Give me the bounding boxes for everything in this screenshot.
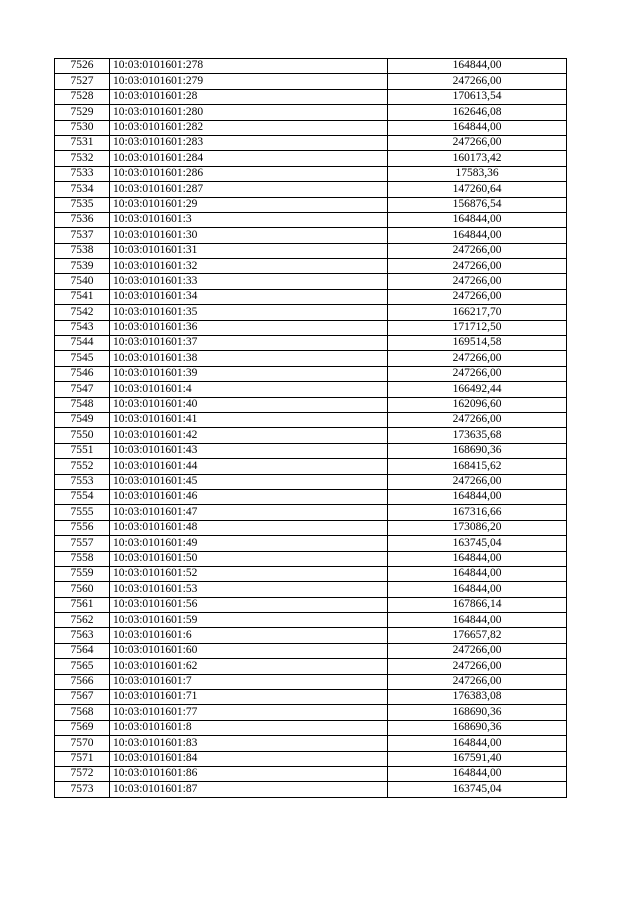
row-number-cell: 7570 [55,736,110,751]
row-number-cell: 7553 [55,474,110,489]
row-number-cell: 7556 [55,520,110,535]
table-row [55,613,567,628]
cadastral-number-cell: 10:03:0101601:41 [110,412,388,427]
cadastral-number-cell: 10:03:0101601:32 [110,259,388,274]
cadastral-value-cell: 163745,04 [388,782,567,797]
row-number-cell: 7540 [55,274,110,289]
row-number-cell: 7562 [55,613,110,628]
row-number-cell: 7560 [55,582,110,597]
row-number-cell: 7543 [55,320,110,335]
cadastral-number-cell: 10:03:0101601:3 [110,212,388,227]
table-row [55,305,567,320]
cadastral-number-cell: 10:03:0101601:36 [110,320,388,335]
table-row [55,228,567,243]
table-row [55,751,567,766]
cadastral-number-cell: 10:03:0101601:40 [110,397,388,412]
cadastral-number-cell: 10:03:0101601:84 [110,751,388,766]
table-row [55,59,567,74]
table-row [55,474,567,489]
cadastral-value-cell: 247266,00 [388,289,567,304]
table-row [55,166,567,181]
cadastral-value-cell: 168690,36 [388,720,567,735]
cadastral-number-cell: 10:03:0101601:47 [110,505,388,520]
row-number-cell: 7567 [55,690,110,705]
row-number-cell: 7561 [55,597,110,612]
row-number-cell: 7555 [55,505,110,520]
table-row [55,674,567,689]
cadastral-value-cell: 164844,00 [388,228,567,243]
cadastral-value-cell: 173086,20 [388,520,567,535]
cadastral-number-cell: 10:03:0101601:86 [110,766,388,781]
cadastral-value-cell: 168690,36 [388,705,567,720]
table-row [55,428,567,443]
cadastral-value-cell: 166217,70 [388,305,567,320]
cadastral-value-cell: 167866,14 [388,597,567,612]
cadastral-value-cell: 164844,00 [388,566,567,581]
row-number-cell: 7566 [55,674,110,689]
table-row [55,705,567,720]
table-row [55,489,567,504]
table-row [55,212,567,227]
table-body [55,59,567,798]
cadastral-number-cell: 10:03:0101601:7 [110,674,388,689]
cadastral-number-cell: 10:03:0101601:87 [110,782,388,797]
cadastral-value-cell: 247266,00 [388,274,567,289]
cadastral-number-cell: 10:03:0101601:60 [110,643,388,658]
row-number-cell: 7563 [55,628,110,643]
cadastral-value-cell: 17583,36 [388,166,567,181]
cadastral-number-cell: 10:03:0101601:83 [110,736,388,751]
cadastral-value-cell: 176383,08 [388,690,567,705]
row-number-cell: 7529 [55,105,110,120]
row-number-cell: 7565 [55,659,110,674]
cadastral-value-cell: 164844,00 [388,766,567,781]
cadastral-number-cell: 10:03:0101601:38 [110,351,388,366]
cadastral-value-cell: 173635,68 [388,428,567,443]
row-number-cell: 7552 [55,459,110,474]
cadastral-number-cell: 10:03:0101601:39 [110,366,388,381]
row-number-cell: 7554 [55,489,110,504]
row-number-cell: 7536 [55,212,110,227]
table-row [55,382,567,397]
cadastral-value-table [54,58,567,798]
table-row [55,597,567,612]
cadastral-number-cell: 10:03:0101601:31 [110,243,388,258]
cadastral-value-cell: 167591,40 [388,751,567,766]
table-row [55,366,567,381]
table-row [55,397,567,412]
table-row [55,551,567,566]
cadastral-value-cell: 147260,64 [388,182,567,197]
row-number-cell: 7537 [55,228,110,243]
cadastral-number-cell: 10:03:0101601:53 [110,582,388,597]
cadastral-value-cell: 168415,62 [388,459,567,474]
table-row [55,120,567,135]
cadastral-number-cell: 10:03:0101601:8 [110,720,388,735]
table-row [55,628,567,643]
cadastral-value-cell: 164844,00 [388,212,567,227]
cadastral-number-cell: 10:03:0101601:287 [110,182,388,197]
cadastral-number-cell: 10:03:0101601:59 [110,613,388,628]
row-number-cell: 7534 [55,182,110,197]
row-number-cell: 7527 [55,74,110,89]
table-row [55,412,567,427]
cadastral-number-cell: 10:03:0101601:33 [110,274,388,289]
cadastral-number-cell: 10:03:0101601:286 [110,166,388,181]
cadastral-number-cell: 10:03:0101601:42 [110,428,388,443]
table-row [55,336,567,351]
cadastral-value-cell: 168690,36 [388,443,567,458]
cadastral-value-cell: 164844,00 [388,582,567,597]
cadastral-value-cell: 247266,00 [388,74,567,89]
row-number-cell: 7539 [55,259,110,274]
cadastral-number-cell: 10:03:0101601:284 [110,151,388,166]
cadastral-value-cell: 247266,00 [388,135,567,150]
row-number-cell: 7548 [55,397,110,412]
cadastral-value-cell: 247266,00 [388,643,567,658]
cadastral-value-cell: 247266,00 [388,659,567,674]
cadastral-value-cell: 163745,04 [388,536,567,551]
cadastral-number-cell: 10:03:0101601:62 [110,659,388,674]
row-number-cell: 7549 [55,412,110,427]
table-row [55,89,567,104]
cadastral-number-cell: 10:03:0101601:56 [110,597,388,612]
table-row [55,289,567,304]
cadastral-value-cell: 164844,00 [388,59,567,74]
table-row [55,659,567,674]
row-number-cell: 7544 [55,336,110,351]
table-row [55,197,567,212]
row-number-cell: 7564 [55,643,110,658]
row-number-cell: 7551 [55,443,110,458]
cadastral-number-cell: 10:03:0101601:28 [110,89,388,104]
cadastral-value-cell: 162096,60 [388,397,567,412]
table-row [55,105,567,120]
row-number-cell: 7559 [55,566,110,581]
cadastral-value-cell: 247266,00 [388,412,567,427]
cadastral-value-cell: 169514,58 [388,336,567,351]
cadastral-number-cell: 10:03:0101601:34 [110,289,388,304]
cadastral-number-cell: 10:03:0101601:280 [110,105,388,120]
table-row [55,443,567,458]
table-row [55,351,567,366]
cadastral-value-cell: 162646,08 [388,105,567,120]
cadastral-number-cell: 10:03:0101601:50 [110,551,388,566]
row-number-cell: 7545 [55,351,110,366]
cadastral-value-cell: 247266,00 [388,259,567,274]
cadastral-number-cell: 10:03:0101601:77 [110,705,388,720]
cadastral-number-cell: 10:03:0101601:29 [110,197,388,212]
table-row [55,74,567,89]
table-row [55,182,567,197]
cadastral-value-cell: 247266,00 [388,674,567,689]
cadastral-number-cell: 10:03:0101601:283 [110,135,388,150]
cadastral-value-cell: 247266,00 [388,243,567,258]
cadastral-number-cell: 10:03:0101601:71 [110,690,388,705]
cadastral-value-cell: 156876,54 [388,197,567,212]
cadastral-number-cell: 10:03:0101601:35 [110,305,388,320]
cadastral-value-cell: 171712,50 [388,320,567,335]
table-row [55,720,567,735]
row-number-cell: 7572 [55,766,110,781]
row-number-cell: 7558 [55,551,110,566]
row-number-cell: 7550 [55,428,110,443]
table-row [55,566,567,581]
cadastral-number-cell: 10:03:0101601:48 [110,520,388,535]
table-row [55,520,567,535]
row-number-cell: 7533 [55,166,110,181]
cadastral-value-cell: 176657,82 [388,628,567,643]
row-number-cell: 7573 [55,782,110,797]
row-number-cell: 7535 [55,197,110,212]
cadastral-value-cell: 164844,00 [388,489,567,504]
table-row [55,320,567,335]
cadastral-value-cell: 170613,54 [388,89,567,104]
cadastral-number-cell: 10:03:0101601:52 [110,566,388,581]
row-number-cell: 7557 [55,536,110,551]
row-number-cell: 7530 [55,120,110,135]
row-number-cell: 7532 [55,151,110,166]
cadastral-number-cell: 10:03:0101601:43 [110,443,388,458]
table-row [55,643,567,658]
row-number-cell: 7571 [55,751,110,766]
cadastral-value-cell: 164844,00 [388,736,567,751]
row-number-cell: 7541 [55,289,110,304]
table-row [55,782,567,797]
row-number-cell: 7528 [55,89,110,104]
cadastral-value-cell: 247266,00 [388,474,567,489]
cadastral-value-cell: 160173,42 [388,151,567,166]
table-row [55,766,567,781]
cadastral-value-cell: 164844,00 [388,613,567,628]
cadastral-number-cell: 10:03:0101601:30 [110,228,388,243]
cadastral-value-cell: 247266,00 [388,351,567,366]
table-row [55,736,567,751]
cadastral-number-cell: 10:03:0101601:37 [110,336,388,351]
row-number-cell: 7568 [55,705,110,720]
cadastral-number-cell: 10:03:0101601:4 [110,382,388,397]
table-row [55,582,567,597]
row-number-cell: 7542 [55,305,110,320]
table-row [55,505,567,520]
row-number-cell: 7547 [55,382,110,397]
row-number-cell: 7569 [55,720,110,735]
cadastral-number-cell: 10:03:0101601:282 [110,120,388,135]
row-number-cell: 7538 [55,243,110,258]
cadastral-number-cell: 10:03:0101601:278 [110,59,388,74]
row-number-cell: 7531 [55,135,110,150]
cadastral-number-cell: 10:03:0101601:6 [110,628,388,643]
table-row [55,274,567,289]
cadastral-value-cell: 164844,00 [388,551,567,566]
table-row [55,135,567,150]
table-row [55,259,567,274]
table-row [55,243,567,258]
cadastral-number-cell: 10:03:0101601:44 [110,459,388,474]
row-number-cell: 7546 [55,366,110,381]
table-row [55,536,567,551]
cadastral-number-cell: 10:03:0101601:46 [110,489,388,504]
cadastral-number-cell: 10:03:0101601:45 [110,474,388,489]
cadastral-value-cell: 164844,00 [388,120,567,135]
cadastral-value-cell: 166492,44 [388,382,567,397]
cadastral-value-cell: 247266,00 [388,366,567,381]
table-row [55,690,567,705]
cadastral-number-cell: 10:03:0101601:279 [110,74,388,89]
cadastral-value-cell: 167316,66 [388,505,567,520]
cadastral-number-cell: 10:03:0101601:49 [110,536,388,551]
row-number-cell: 7526 [55,59,110,74]
table-row [55,151,567,166]
table-row [55,459,567,474]
